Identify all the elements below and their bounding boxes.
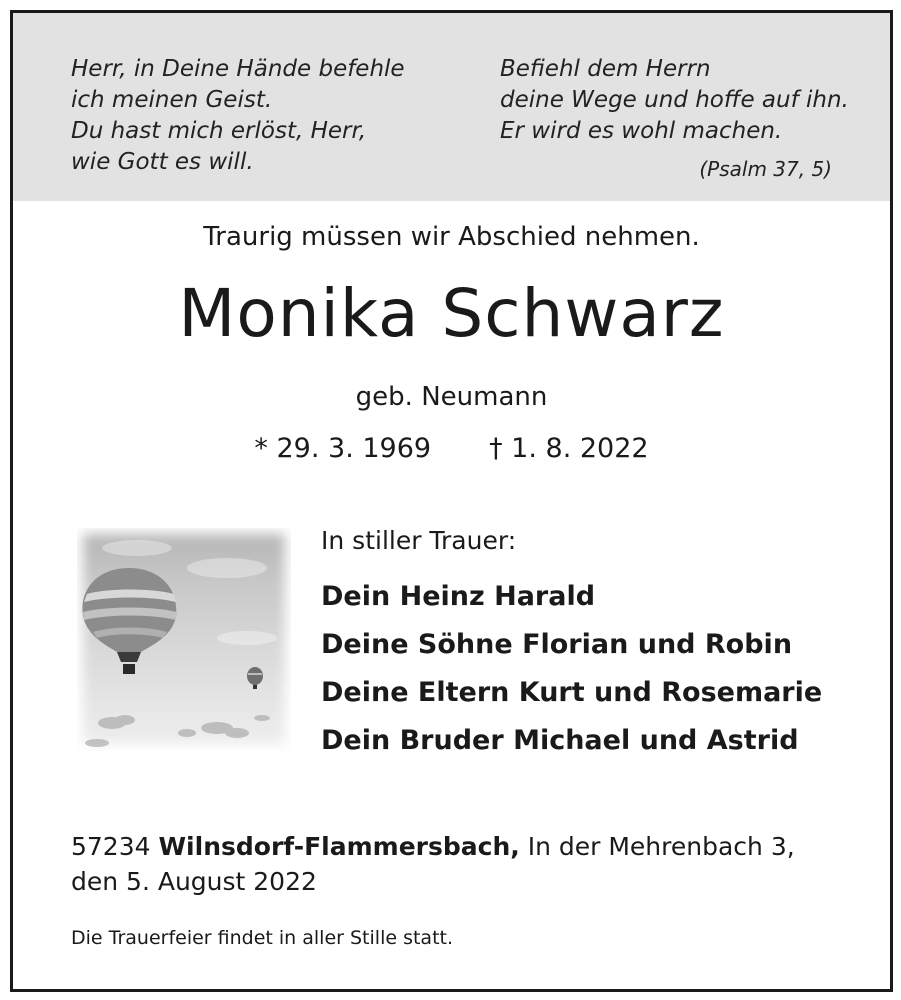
- verse-left: [71, 54, 405, 178]
- mourner-line: Deine Eltern Kurt und Rosemarie: [321, 677, 823, 708]
- cloud-shapes: [85, 715, 270, 747]
- address-line: [71, 829, 795, 864]
- verse-right-line: Er wird es wohl machen.: [500, 118, 783, 144]
- verse-left-line: Herr, in Deine Hände befehle: [71, 56, 405, 82]
- date-line: den 5. August 2022: [71, 867, 317, 896]
- verse-left-line: wie Gott es will.: [71, 149, 254, 175]
- mourners-block: [321, 526, 822, 765]
- verse-right: [500, 54, 849, 147]
- mourners-lead: In stiller Trauer:: [321, 526, 517, 555]
- life-dates: [13, 433, 890, 464]
- funeral-note: Die Trauerfeier findet in aller Stille statt.: [71, 927, 454, 949]
- address-block: [71, 829, 795, 899]
- psalm-citation: (Psalm 37, 5): [699, 157, 832, 181]
- postcode: 57234: [71, 832, 151, 861]
- small-balloon: [247, 667, 263, 689]
- verse-right-line: Befiehl dem Herrn: [500, 56, 711, 82]
- obituary-notice: [10, 10, 893, 992]
- town: Wilnsdorf-Flammersbach,: [158, 832, 520, 861]
- street: In der Mehrenbach 3,: [527, 832, 795, 861]
- large-balloon: [82, 568, 177, 674]
- mourner-line: Deine Söhne Florian und Robin: [321, 629, 793, 660]
- verse-banner: [13, 13, 890, 201]
- verse-left-line: ich meinen Geist.: [71, 87, 273, 113]
- mourner-line: Dein Bruder Michael und Astrid: [321, 725, 799, 756]
- mourner-line: Dein Heinz Harald: [321, 581, 596, 612]
- verse-right-line: deine Wege und hoffe auf ihn.: [500, 87, 849, 113]
- verse-left-line: Du hast mich erlöst, Herr,: [71, 118, 367, 144]
- birth-date: * 29. 3. 1969: [254, 433, 432, 464]
- balloon-illustration: [77, 528, 291, 751]
- birth-name: geb. Neumann: [355, 382, 548, 412]
- balloon-photo: [77, 528, 291, 751]
- intro-text: Traurig müssen wir Abschied nehmen.: [203, 222, 700, 252]
- deceased-name: Monika Schwarz: [178, 275, 725, 352]
- death-date: † 1. 8. 2022: [489, 433, 649, 464]
